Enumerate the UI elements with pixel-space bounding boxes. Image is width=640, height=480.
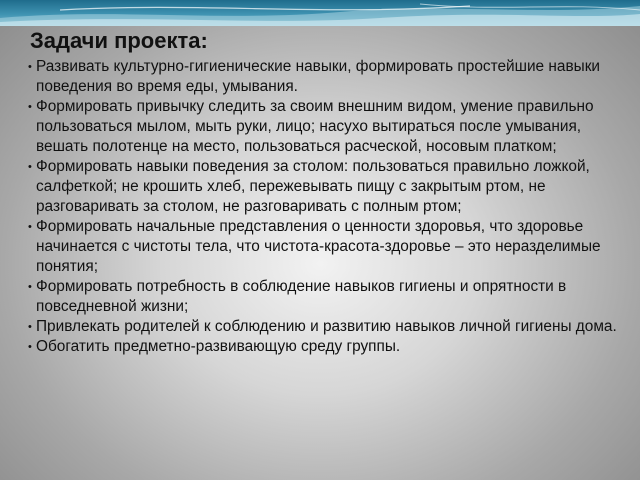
- task-item-text: Развивать культурно-гигиенические навыки, формировать простейшие навыки поведения во время еды, умывания.: [36, 58, 601, 95]
- task-item-text: Формировать начальные представления о ценности здоровья, что здоровье начинается с чистоты тела, что чистота-красота-здоровье – это неразделимые понятия;: [36, 218, 601, 275]
- task-list: [30, 57, 630, 357]
- task-item: [30, 97, 630, 157]
- bullet-icon: •: [28, 281, 32, 293]
- task-item: [30, 57, 630, 97]
- bullet-icon: •: [28, 321, 32, 333]
- bullet-icon: •: [28, 161, 32, 173]
- slide-title: Задачи проекта:: [30, 28, 208, 53]
- task-item-text: Формировать потребность в соблюдение навыков гигиены и опрятности в повседневной жизни;: [36, 278, 567, 315]
- wave-decoration: [0, 0, 640, 26]
- task-item: [30, 157, 630, 217]
- task-item: [30, 217, 630, 277]
- bullet-icon: •: [28, 61, 32, 73]
- header-wave-band: [0, 0, 640, 26]
- slide-content: [30, 28, 630, 357]
- bullet-icon: •: [28, 101, 32, 113]
- task-item: [30, 317, 630, 337]
- bullet-icon: •: [28, 221, 32, 233]
- task-item-text: Формировать навыки поведения за столом: пользоваться правильно ложкой, салфеткой; не крошить хлеб, пережевывать пищу с закрытым ртом, не разговаривать за столом, не разговаривать с полным ртом;: [36, 158, 590, 215]
- task-item: [30, 277, 630, 317]
- task-item-text: Формировать привычку следить за своим внешним видом, умение правильно пользоваться мылом, мыть руки, лицо; насухо вытираться после умывания, вешать полотенце на место, пользоваться расческой, носовым платком;: [36, 98, 594, 155]
- bullet-icon: •: [28, 341, 32, 353]
- task-item-text: Привлекать родителей к соблюдению и развитию навыков личной гигиены дома.: [36, 318, 617, 335]
- task-item-text: Обогатить предметно-развивающую среду группы.: [36, 338, 401, 355]
- task-item: [30, 337, 630, 357]
